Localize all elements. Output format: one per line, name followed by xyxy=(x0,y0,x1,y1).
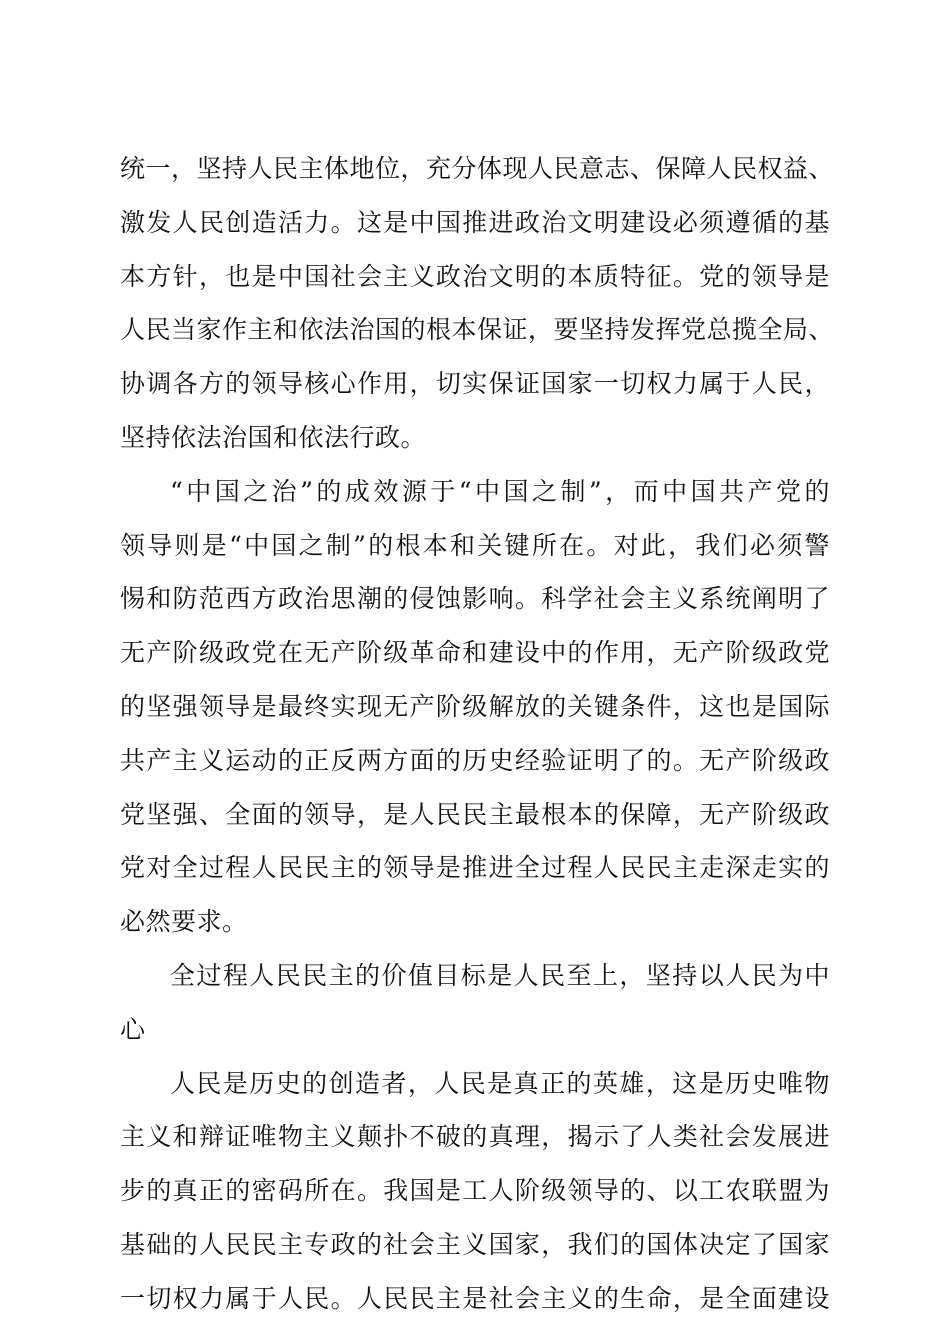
text-line: 的坚强领导是最终实现无产阶级解放的关键条件，这也是国际 xyxy=(120,691,830,721)
text-line: 党坚强、全面的领导，是人民民主最根本的保障，无产阶级政 xyxy=(120,799,830,829)
text-line: “中国之治”的成效源于“中国之制”，而中国共产党的 xyxy=(170,476,830,506)
section-heading-line: 心 xyxy=(120,1014,146,1044)
text-line: 本方针，也是中国社会主义政治文明的本质特征。党的领导是 xyxy=(120,261,830,291)
text-line: 惕和防范西方政治思潮的侵蚀影响。科学社会主义系统阐明了 xyxy=(120,584,830,614)
text-line: 激发人民创造活力。这是中国推进政治文明建设必须遵循的基 xyxy=(120,207,830,237)
text-line: 党对全过程人民民主的领导是推进全过程人民民主走深走实的 xyxy=(120,853,830,883)
text-line: 无产阶级政党在无产阶级革命和建设中的作用，无产阶级政党 xyxy=(120,638,830,668)
text-line: 共产主义运动的正反两方面的历史经验证明了的。无产阶级政 xyxy=(120,745,830,775)
section-heading-line: 全过程人民民主的价值目标是人民至上，坚持以人民为中 xyxy=(170,960,830,990)
text-line: 一切权力属于人民。人民民主是社会主义的生命，是全面建设 xyxy=(120,1283,830,1313)
body-text xyxy=(120,142,835,1326)
text-line: 协调各方的领导核心作用，切实保证国家一切权力属于人民， xyxy=(120,369,830,399)
text-line: 基础的人民民主专政的社会主义国家，我们的国体决定了国家 xyxy=(120,1229,830,1259)
text-line: 统一，坚持人民主体地位，充分体现人民意志、保障人民权益、 xyxy=(120,154,835,183)
text-line: 人民是历史的创造者，人民是真正的英雄，这是历史唯物 xyxy=(170,1068,830,1098)
text-line: 主义和辩证唯物主义颠扑不破的真理，揭示了人类社会发展进 xyxy=(120,1122,830,1152)
text-line: 步的真正的密码所在。我国是工人阶级领导的、以工农联盟为 xyxy=(120,1176,830,1206)
text-line: 领导则是“中国之制”的根本和关键所在。对此，我们必须警 xyxy=(120,530,830,560)
text-line: 坚持依法治国和依法行政。 xyxy=(120,422,427,452)
text-line: 必然要求。 xyxy=(120,907,248,937)
text-line: 人民当家作主和依法治国的根本保证，要坚持发挥党总揽全局、 xyxy=(120,315,835,345)
